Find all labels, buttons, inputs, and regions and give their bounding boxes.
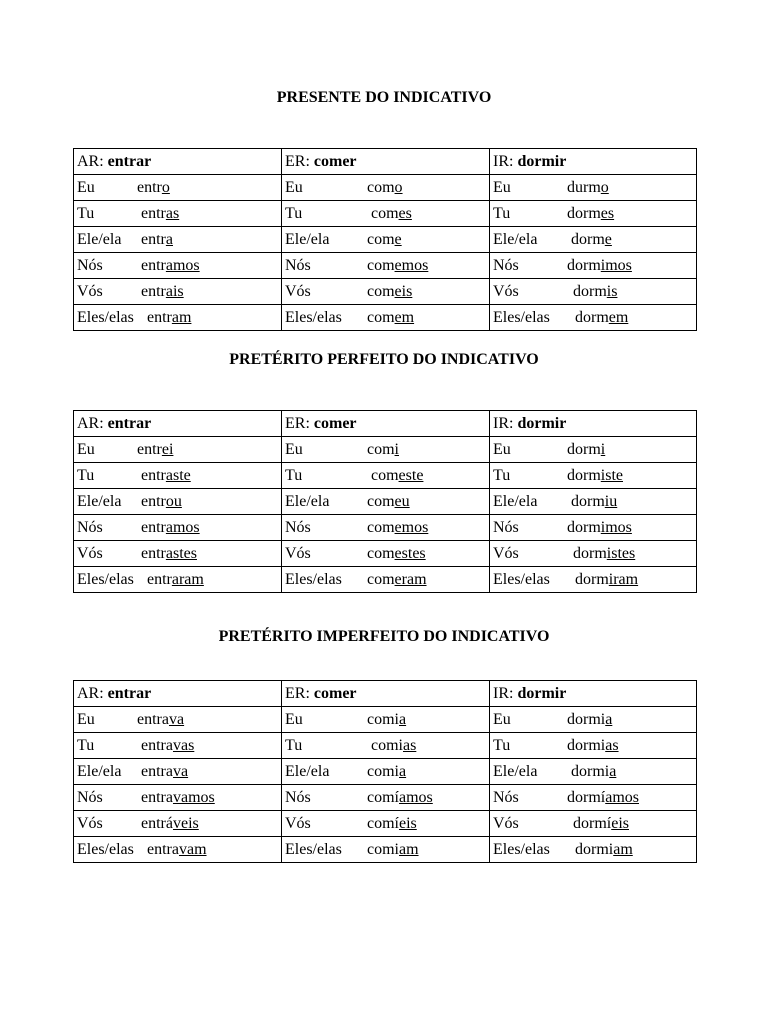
header-cell-er: ER: comer [282, 149, 490, 175]
table-row [74, 437, 697, 463]
conjugation-cell: Eles/elas comiam [282, 837, 490, 863]
section-title-preterito-perfeito: PRETÉRITO PERFEITO DO INDICATIVO [229, 351, 539, 368]
conjugation-cell: Ele/ela entrava [74, 759, 282, 785]
conjugation-cell: Tu entraste [74, 463, 282, 489]
header-cell-ar: AR: entrar [74, 149, 282, 175]
section-title-presente: PRESENTE DO INDICATIVO [276, 89, 492, 106]
conjugation-cell: Tu comeste [282, 463, 490, 489]
conjugation-cell: Eles/elas entravam [74, 837, 282, 863]
conjugation-cell: Vós comíeis [282, 811, 490, 837]
header-cell-ir: IR: dormir [490, 149, 697, 175]
conjugation-cell: Ele/ela dormia [490, 759, 697, 785]
conjugation-cell: Ele/ela entra [74, 227, 282, 253]
conjugation-cell: Vós entrastes [74, 541, 282, 567]
conjugation-cell: Nós dormimos [490, 253, 697, 279]
conjugation-cell: Eles/elas entram [74, 305, 282, 331]
header-row [74, 681, 697, 707]
conjugation-cell: Eu entro [74, 175, 282, 201]
table-row [74, 733, 697, 759]
table-row [74, 837, 697, 863]
header-cell-ir: IR: dormir [490, 681, 697, 707]
conjugation-cell: Eu entrei [74, 437, 282, 463]
conjugation-cell: Tu dormias [490, 733, 697, 759]
conjugation-cell: Tu entras [74, 201, 282, 227]
section-title-preterito-imperfeito: PRETÉRITO IMPERFEITO DO INDICATIVO [218, 628, 550, 645]
conjugation-cell: Eu comia [282, 707, 490, 733]
conjugation-cell: Nós dormimos [490, 515, 697, 541]
conjugation-cell: Ele/ela comia [282, 759, 490, 785]
conjugation-cell: Eles/elas dormiam [490, 837, 697, 863]
table-row [74, 567, 697, 593]
conjugation-cell: Tu comias [282, 733, 490, 759]
conjugation-cell: Nós entravamos [74, 785, 282, 811]
table-row [74, 253, 697, 279]
conjugation-cell: Eles/elas comem [282, 305, 490, 331]
table-row [74, 785, 697, 811]
header-row [74, 411, 697, 437]
table-row [74, 759, 697, 785]
conjugation-cell: Eu como [282, 175, 490, 201]
conjugation-cell: Nós entramos [74, 515, 282, 541]
conjugation-cell: Vós comestes [282, 541, 490, 567]
header-cell-er: ER: comer [282, 411, 490, 437]
table-row [74, 515, 697, 541]
table-row [74, 201, 697, 227]
conjugation-cell: Nós comíamos [282, 785, 490, 811]
conjugation-cell: Eu dormia [490, 707, 697, 733]
table-row [74, 305, 697, 331]
header-cell-ir: IR: dormir [490, 411, 697, 437]
table-row [74, 811, 697, 837]
conjugation-cell: Tu dormiste [490, 463, 697, 489]
conjugation-table-presente [73, 148, 697, 331]
conjugation-cell: Tu dormes [490, 201, 697, 227]
table-row [74, 707, 697, 733]
conjugation-cell: Ele/ela come [282, 227, 490, 253]
conjugation-cell: Eles/elas comeram [282, 567, 490, 593]
conjugation-cell: Ele/ela dormiu [490, 489, 697, 515]
conjugation-cell: Vós comeis [282, 279, 490, 305]
conjugation-cell: Eu durmo [490, 175, 697, 201]
conjugation-cell: Eles/elas entraram [74, 567, 282, 593]
conjugation-cell: Ele/ela entrou [74, 489, 282, 515]
conjugation-cell: Nós comemos [282, 253, 490, 279]
conjugation-cell: Eu dormi [490, 437, 697, 463]
conjugation-cell: Vós entráveis [74, 811, 282, 837]
table-row [74, 541, 697, 567]
conjugation-table-preterito-imperfeito [73, 680, 697, 863]
conjugation-cell: Ele/ela dorme [490, 227, 697, 253]
conjugation-cell: Eu entrava [74, 707, 282, 733]
table-row [74, 463, 697, 489]
conjugation-cell: Nós entramos [74, 253, 282, 279]
conjugation-cell: Eles/elas dormiram [490, 567, 697, 593]
header-cell-ar: AR: entrar [74, 411, 282, 437]
conjugation-cell: Eles/elas dormem [490, 305, 697, 331]
header-cell-er: ER: comer [282, 681, 490, 707]
conjugation-cell: Vós dormíeis [490, 811, 697, 837]
header-cell-ar: AR: entrar [74, 681, 282, 707]
conjugation-cell: Tu comes [282, 201, 490, 227]
conjugation-table-preterito-perfeito [73, 410, 697, 593]
conjugation-cell: Ele/ela comeu [282, 489, 490, 515]
header-row [74, 149, 697, 175]
table-row [74, 227, 697, 253]
conjugation-cell: Nós comemos [282, 515, 490, 541]
conjugation-cell: Nós dormíamos [490, 785, 697, 811]
conjugation-cell: Vós dormis [490, 279, 697, 305]
table-row [74, 175, 697, 201]
table-row [74, 489, 697, 515]
conjugation-cell: Vós dormistes [490, 541, 697, 567]
table-row [74, 279, 697, 305]
conjugation-cell: Vós entrais [74, 279, 282, 305]
conjugation-cell: Eu comi [282, 437, 490, 463]
conjugation-cell: Tu entravas [74, 733, 282, 759]
